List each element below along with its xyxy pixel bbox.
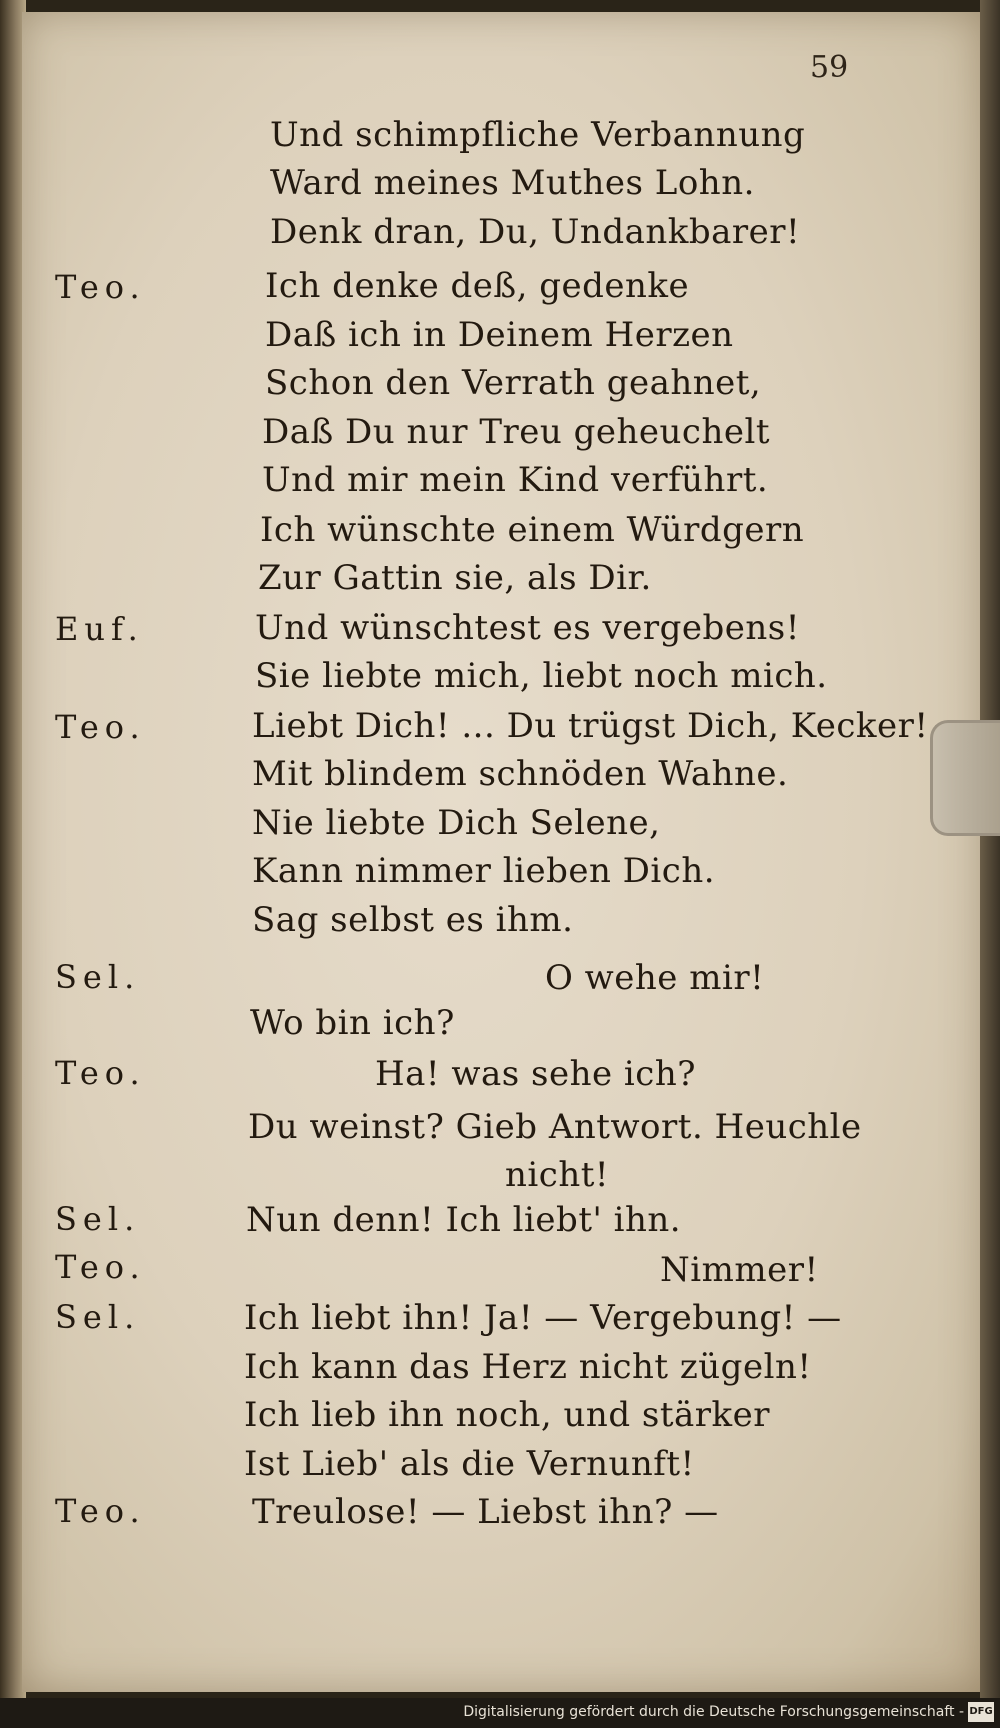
verse-line: Denk dran, Du, Undankbarer! (270, 212, 801, 252)
speaker-label: Sel. (55, 958, 141, 996)
verse-line: Nie liebte Dich Selene, (252, 803, 661, 843)
verse-line: Liebt Dich! ... Du trügst Dich, Kecker! (252, 706, 929, 746)
verse-line: Ich lieb ihn noch, und stärker (244, 1395, 770, 1435)
verse-line: Ich kann das Herz nicht zügeln! (244, 1347, 812, 1387)
verse-line: Daß ich in Deinem Herzen (265, 315, 734, 355)
dfg-logo: DFG (968, 1702, 994, 1722)
verse-line: Wo bin ich? (250, 1003, 455, 1043)
book-right-edge (980, 0, 1000, 1728)
page-number: 59 (810, 50, 849, 85)
verse-line: Nimmer! (660, 1250, 819, 1290)
verse-line: Kann nimmer lieben Dich. (252, 851, 716, 891)
speaker-label: Teo. (55, 1492, 146, 1530)
verse-line: Ist Lieb' als die Vernunft! (244, 1444, 695, 1484)
verse-line: Sie liebte mich, liebt noch mich. (255, 656, 828, 696)
verse-line: Ward meines Muthes Lohn. (270, 163, 755, 203)
verse-line: Und wünschtest es vergebens! (255, 608, 800, 648)
verse-line: Ich liebt ihn! Ja! — Vergebung! — (244, 1298, 842, 1338)
speaker-label: Teo. (55, 1054, 146, 1092)
verse-line: Nun denn! Ich liebt' ihn. (246, 1200, 682, 1240)
verse-line: Sag selbst es ihm. (252, 900, 574, 940)
verse-line: Und schimpfliche Verbannung (270, 115, 806, 155)
verse-line: Treulose! — Liebst ihn? — (252, 1492, 719, 1532)
speaker-label: Euf. (55, 610, 144, 648)
bookmark-clip (930, 720, 1000, 836)
verse-line: Und mir mein Kind verführt. (262, 460, 769, 500)
verse-line: Mit blindem schnöden Wahne. (252, 754, 789, 794)
verse-line: Zur Gattin sie, als Dir. (258, 558, 652, 598)
verse-line: Ich denke deß, gedenke (265, 266, 690, 306)
speaker-label: Teo. (55, 268, 146, 306)
verse-line: Ha! was sehe ich? (375, 1054, 696, 1094)
speaker-label: Teo. (55, 1248, 146, 1286)
funding-notice: Digitalisierung gefördert durch die Deutsche Forschungsgemeinschaft - (463, 1704, 964, 1720)
verse-line: Du weinst? Gieb Antwort. Heuchle (248, 1107, 862, 1147)
speaker-label: Sel. (55, 1200, 141, 1238)
verse-line: O wehe mir! (545, 958, 765, 998)
verse-line: nicht! (505, 1155, 610, 1195)
verse-line: Schon den Verrath geahnet, (265, 363, 762, 403)
verse-line: Daß Du nur Treu geheuchelt (262, 412, 771, 452)
speaker-label: Sel. (55, 1298, 141, 1336)
speaker-label: Teo. (55, 708, 146, 746)
verse-line: Ich wünschte einem Würdgern (260, 510, 805, 550)
